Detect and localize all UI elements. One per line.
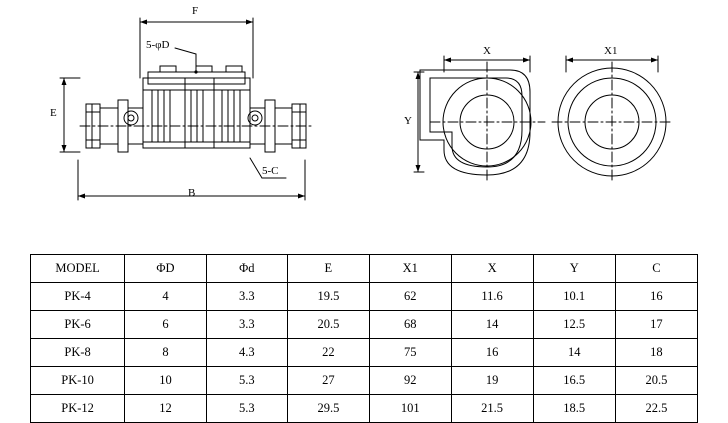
col-header-phi-D: ΦD: [125, 255, 207, 283]
table-row: [31, 311, 698, 339]
cell-X1: 92: [369, 367, 451, 395]
cell-E: 22: [287, 339, 369, 367]
cell-phi-D: 12: [125, 395, 207, 423]
cell-C: 20.5: [615, 367, 697, 395]
cell-phi-d: 5.3: [206, 367, 287, 395]
cell-model: PK-10: [31, 367, 125, 395]
cell-E: 19.5: [287, 283, 369, 311]
table-row: [31, 367, 698, 395]
col-header-Y: Y: [533, 255, 615, 283]
cell-phi-d: 3.3: [206, 311, 287, 339]
cell-X1: 75: [369, 339, 451, 367]
cell-E: 27: [287, 367, 369, 395]
cell-X1: 68: [369, 311, 451, 339]
cell-Y: 14: [533, 339, 615, 367]
cell-X: 21.5: [451, 395, 533, 423]
cell-phi-d: 3.3: [206, 283, 287, 311]
cell-model: PK-4: [31, 283, 125, 311]
col-header-E: E: [287, 255, 369, 283]
cell-C: 17: [615, 311, 697, 339]
col-header-X1: X1: [369, 255, 451, 283]
cell-phi-D: 10: [125, 367, 207, 395]
label-X1: X1: [604, 45, 618, 57]
cell-C: 18: [615, 339, 697, 367]
cell-model: PK-8: [31, 339, 125, 367]
col-header-model: MODEL: [31, 255, 125, 283]
cell-phi-D: 6: [125, 311, 207, 339]
cell-X: 16: [451, 339, 533, 367]
col-header-X: X: [451, 255, 533, 283]
cell-E: 29.5: [287, 395, 369, 423]
cell-X: 14: [451, 311, 533, 339]
table-header-row: [31, 255, 698, 283]
cell-model: PK-6: [31, 311, 125, 339]
cell-Y: 18.5: [533, 395, 615, 423]
label-Y: Y: [404, 115, 412, 127]
cell-phi-d: 5.3: [206, 395, 287, 423]
cell-C: 22.5: [615, 395, 697, 423]
label-X: X: [483, 45, 491, 57]
table-row: [31, 395, 698, 423]
cell-model: PK-12: [31, 395, 125, 423]
cell-Y: 12.5: [533, 311, 615, 339]
table-row: [31, 339, 698, 367]
col-header-C: C: [615, 255, 697, 283]
label-E: E: [50, 107, 57, 119]
col-header-phi-d: Φd: [206, 255, 287, 283]
cell-X: 11.6: [451, 283, 533, 311]
label-5-phi-D: 5-φD: [146, 39, 170, 51]
cell-Y: 16.5: [533, 367, 615, 395]
specification-table: [30, 254, 698, 423]
cell-X: 19: [451, 367, 533, 395]
cell-phi-D: 4: [125, 283, 207, 311]
cell-E: 20.5: [287, 311, 369, 339]
cell-C: 16: [615, 283, 697, 311]
table-row: [31, 283, 698, 311]
cell-phi-D: 8: [125, 339, 207, 367]
cell-X1: 101: [369, 395, 451, 423]
label-B: B: [188, 187, 196, 199]
label-5-C: 5-C: [262, 165, 279, 177]
cell-X1: 62: [369, 283, 451, 311]
cell-phi-d: 4.3: [206, 339, 287, 367]
label-F: F: [192, 5, 199, 17]
cell-Y: 10.1: [533, 283, 615, 311]
